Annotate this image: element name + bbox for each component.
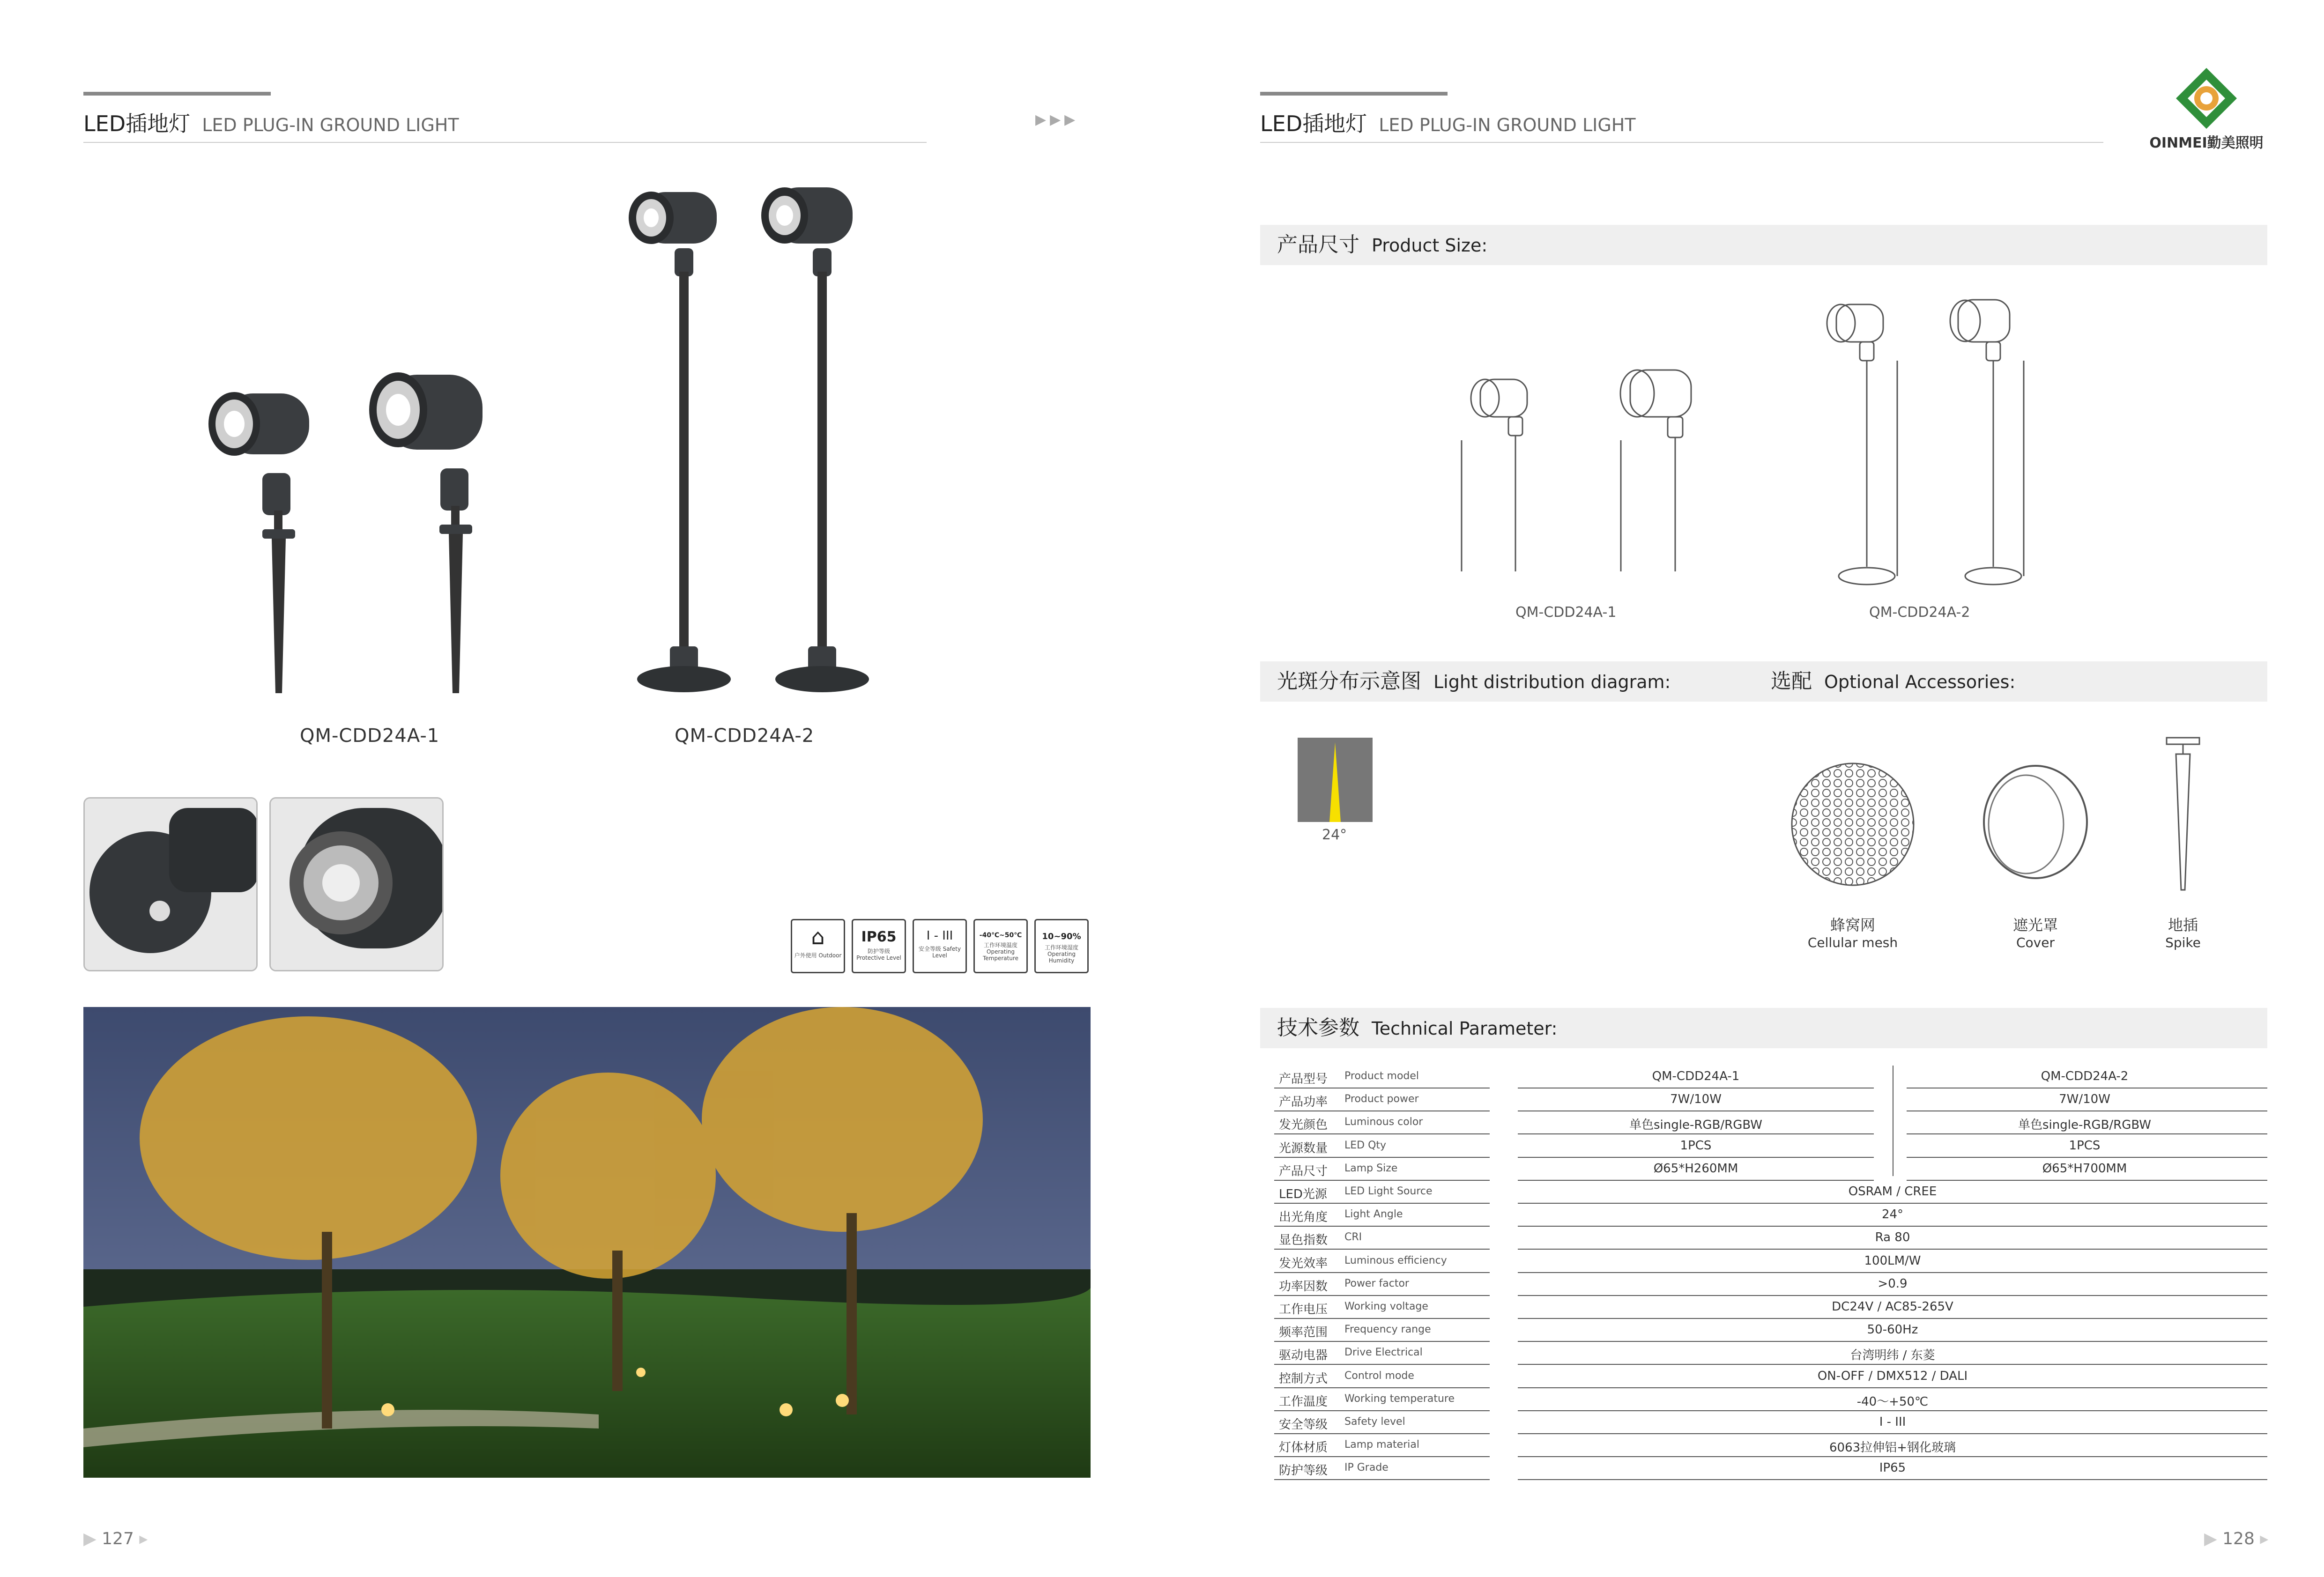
- spec-name-en: Power factor: [1344, 1277, 1409, 1289]
- spec-name-en: Luminous efficiency: [1344, 1254, 1447, 1266]
- spec-value: 6063拉伸铝+钢化玻璃: [1829, 1441, 1956, 1455]
- left-page-number-text: 127: [102, 1529, 134, 1548]
- spec-value: ON-OFF / DMX512 / DALI: [1817, 1369, 1968, 1383]
- spec-name-cn: LED光源: [1279, 1187, 1327, 1201]
- spec-name-cn: 显色指数: [1279, 1233, 1328, 1248]
- badge-ip65: [852, 919, 906, 973]
- left-title-en: LED PLUG-IN GROUND LIGHT: [202, 115, 459, 135]
- spec-value: I - III: [1879, 1415, 1906, 1429]
- row-divider-value: [1518, 1479, 2267, 1480]
- logo-text: OINMEI勤美照明: [2149, 135, 2264, 151]
- spec-name-cn: 灯体材质: [1279, 1441, 1328, 1455]
- spec-name-en: Working voltage: [1344, 1301, 1428, 1312]
- badge-outdoor-sub: 户外使用 Outdoor: [794, 952, 842, 959]
- spec-name-cn: 光源数量: [1279, 1141, 1328, 1155]
- detail-photo-lens: [269, 797, 444, 971]
- dimension-drawing-1: [1452, 342, 1733, 585]
- spec-name-en: Product model: [1344, 1070, 1419, 1082]
- table-row: [1260, 1457, 2267, 1480]
- distribution-accessories-band: [1260, 661, 2267, 702]
- house-icon: ⌂: [811, 924, 825, 949]
- light-distribution-label: [1277, 661, 1671, 702]
- accessories-label: [1771, 661, 2015, 702]
- accessories-label-cn: 选配: [1771, 669, 1812, 693]
- table-row: [1260, 1434, 2267, 1457]
- right-title-en: LED PLUG-IN GROUND LIGHT: [1379, 115, 1636, 135]
- spec-name-cn: 工作电压: [1279, 1303, 1328, 1317]
- badge-temp-main: -40℃~50℃: [979, 932, 1022, 939]
- spec-name-cn: 控制方式: [1279, 1371, 1328, 1386]
- accessory-cover-en: Cover: [2016, 935, 2055, 950]
- badge-ip65-main: IP65: [861, 929, 897, 945]
- table-row: [1260, 1135, 2267, 1158]
- badge-humidity-main: 10~90%: [1042, 932, 1081, 941]
- accessory-cellular-mesh-en: Cellular mesh: [1807, 935, 1898, 950]
- table-row: [1260, 1411, 2267, 1434]
- spec-value-model-2: Ø65*H700MM: [2042, 1161, 2127, 1176]
- accessory-cover: [1975, 913, 2096, 950]
- spec-name-en: Control mode: [1344, 1370, 1414, 1382]
- accessory-spike-cn: 地插: [2168, 916, 2198, 934]
- ground-spike-icon: [2160, 735, 2206, 923]
- left-page-header: [83, 107, 459, 138]
- spec-value: 24°: [1881, 1207, 1904, 1222]
- spike-light-right: [369, 372, 483, 693]
- left-title-cn: LED插地灯: [83, 111, 191, 136]
- table-row: [1260, 1066, 2267, 1088]
- product-size-label: [1277, 225, 2267, 266]
- spec-name-cn: 发光颜色: [1279, 1118, 1328, 1133]
- badge-humidity-sub: 工作环境湿度 Operating Humidity: [1044, 944, 1078, 964]
- spec-value-model-1: 7W/10W: [1670, 1092, 1722, 1107]
- spec-name-cn: 出光角度: [1279, 1210, 1328, 1225]
- spec-value-model-1: Ø65*H260MM: [1653, 1161, 1738, 1176]
- badge-temperature: [973, 919, 1028, 973]
- size-model-caption-1: QM-CDD24A-1: [1515, 604, 1617, 621]
- table-row: [1260, 1088, 2267, 1111]
- spec-name-en: Light Angle: [1344, 1208, 1403, 1221]
- right-header-bar: [1260, 92, 1448, 96]
- badge-humidity: [1034, 919, 1089, 973]
- light-distribution-label-cn: 光斑分布示意图: [1277, 669, 1421, 693]
- short-spike-lights-render: [197, 356, 525, 712]
- spec-name-cn: 防护等级: [1279, 1464, 1328, 1478]
- detail-photo-bracket: [83, 797, 258, 971]
- cover-hood-icon: [1975, 756, 2096, 883]
- spec-name-en: Drive Electrical: [1344, 1347, 1423, 1359]
- spec-value: Ra 80: [1875, 1230, 1910, 1245]
- spec-name-en: Frequency range: [1344, 1324, 1431, 1336]
- table-row: [1260, 1181, 2267, 1204]
- logo-icon: [2174, 66, 2239, 131]
- pole-light-right: [761, 187, 869, 692]
- technical-parameter-label: [1277, 1008, 2267, 1049]
- spec-name-en: Luminous color: [1344, 1116, 1423, 1128]
- spec-value-model-2: QM-CDD24A-2: [2041, 1069, 2129, 1083]
- light-distribution-label-en: Light distribution diagram:: [1433, 672, 1671, 692]
- table-row: [1260, 1204, 2267, 1227]
- spec-name-en: Working temperature: [1344, 1392, 1455, 1405]
- right-page-number: ▶ 128 ▸: [2204, 1529, 2269, 1548]
- beam-angle-label: 24°: [1322, 827, 1347, 843]
- table-row: [1260, 1342, 2267, 1365]
- badge-ip65-sub: 防护等级 Protective Level: [856, 948, 901, 961]
- spec-value: -40～+50℃: [1856, 1394, 1929, 1409]
- spec-value-model-2: 7W/10W: [2059, 1092, 2110, 1107]
- spec-name-en: Safety level: [1344, 1416, 1405, 1428]
- spec-value: OSRAM / CREE: [1848, 1185, 1937, 1199]
- technical-label-cn: 技术参数: [1277, 1016, 1359, 1040]
- spike-light-left: [208, 392, 309, 693]
- page-num-arrow-icon-right: ▶: [2204, 1529, 2223, 1548]
- table-row: [1260, 1319, 2267, 1342]
- table-row: [1260, 1388, 2267, 1411]
- spec-value: >0.9: [1878, 1276, 1908, 1291]
- spec-value: 100LM/W: [1864, 1253, 1921, 1268]
- spec-name-cn: 安全等级: [1279, 1418, 1328, 1432]
- spec-value-model-1: QM-CDD24A-1: [1652, 1069, 1740, 1083]
- product-size-label-en: Product Size:: [1372, 235, 1488, 256]
- spec-value-model-2: 单色single-RGB/RGBW: [2018, 1118, 2151, 1133]
- right-page-number-text: 128: [2222, 1529, 2255, 1548]
- table-row: [1260, 1365, 2267, 1388]
- accessory-spike-en: Spike: [2165, 935, 2201, 950]
- spec-name-cn: 频率范围: [1279, 1325, 1328, 1340]
- spec-value-model-1: 单色single-RGB/RGBW: [1629, 1118, 1762, 1133]
- spec-name-cn: 产品型号: [1279, 1072, 1328, 1086]
- spec-value: IP65: [1879, 1461, 1906, 1475]
- badge-outdoor: [791, 919, 845, 973]
- right-page-header: [1260, 107, 1636, 138]
- application-scene-photo: [83, 1007, 1091, 1478]
- pole-light-left: [629, 192, 731, 692]
- table-row: [1260, 1158, 2267, 1181]
- spec-name-en: CRI: [1344, 1231, 1362, 1244]
- technical-label-en: Technical Parameter:: [1372, 1018, 1558, 1039]
- accessory-spike: [2146, 913, 2220, 950]
- beam-angle-diagram: [1298, 738, 1373, 822]
- product-model-caption-2: QM-CDD24A-2: [675, 725, 815, 747]
- spec-value: 台湾明纬 / 东菱: [1850, 1348, 1935, 1363]
- technical-parameter-band: [1260, 1008, 2267, 1048]
- product-size-band: [1260, 225, 2267, 265]
- accessories-label-en: Optional Accessories:: [1824, 672, 2016, 692]
- left-header-bar: [83, 92, 271, 96]
- spec-name-cn: 驱动电器: [1279, 1348, 1328, 1363]
- badge-safety-main: I - III: [926, 929, 953, 943]
- row-divider: [1274, 1479, 1490, 1480]
- spec-name-cn: 发光效率: [1279, 1256, 1328, 1271]
- spec-name-en: Lamp material: [1344, 1439, 1419, 1451]
- page-num-arrow-icon: ▶: [83, 1529, 102, 1548]
- product-model-caption-1: QM-CDD24A-1: [300, 725, 440, 747]
- spec-name-en: Product power: [1344, 1093, 1419, 1105]
- badge-temp-sub: 工作环境温度 Operating Temperature: [982, 942, 1018, 962]
- spec-name-cn: 产品功率: [1279, 1095, 1328, 1110]
- spec-value-model-1: 1PCS: [1680, 1138, 1712, 1153]
- table-row: [1260, 1227, 2267, 1250]
- spec-name-cn: 工作温度: [1279, 1394, 1328, 1409]
- badge-safety: [913, 919, 967, 973]
- page-arrows-icon: ▶▶▶: [1035, 111, 1079, 128]
- accessory-cellular-mesh-cn: 蜂窝网: [1830, 916, 1875, 934]
- cellular-mesh-icon: [1787, 759, 1918, 890]
- table-row: [1260, 1111, 2267, 1134]
- spec-name-cn: 产品尺寸: [1279, 1164, 1328, 1178]
- table-row: [1260, 1296, 2267, 1319]
- spec-name-cn: 功率因数: [1279, 1279, 1328, 1294]
- spec-value-model-2: 1PCS: [2069, 1138, 2101, 1153]
- spec-value: DC24V / AC85-265V: [1832, 1300, 1953, 1314]
- brand-logo: [2136, 66, 2277, 159]
- accessory-cover-cn: 遮光罩: [2012, 916, 2058, 934]
- accessory-cellular-mesh: [1787, 913, 1918, 950]
- size-model-caption-2: QM-CDD24A-2: [1869, 604, 1970, 621]
- badge-safety-sub: 安全等级 Safety Level: [918, 946, 961, 959]
- spec-name-en: IP Grade: [1344, 1462, 1388, 1474]
- table-row: [1260, 1273, 2267, 1296]
- spec-value: 50-60Hz: [1867, 1323, 1918, 1337]
- spec-name-en: Lamp Size: [1344, 1162, 1398, 1174]
- product-size-label-cn: 产品尺寸: [1277, 233, 1359, 257]
- dimension-drawing-2: [1808, 290, 2089, 590]
- left-page-number: ▶ 127 ▸: [83, 1529, 148, 1548]
- spec-name-en: LED Qty: [1344, 1139, 1387, 1151]
- left-header-rule: [83, 142, 927, 143]
- table-row: [1260, 1250, 2267, 1273]
- right-title-cn: LED插地灯: [1260, 111, 1367, 136]
- spec-name-en: LED Light Source: [1344, 1185, 1433, 1197]
- right-header-rule: [1260, 142, 2103, 143]
- tall-pole-lights-render: [623, 178, 885, 707]
